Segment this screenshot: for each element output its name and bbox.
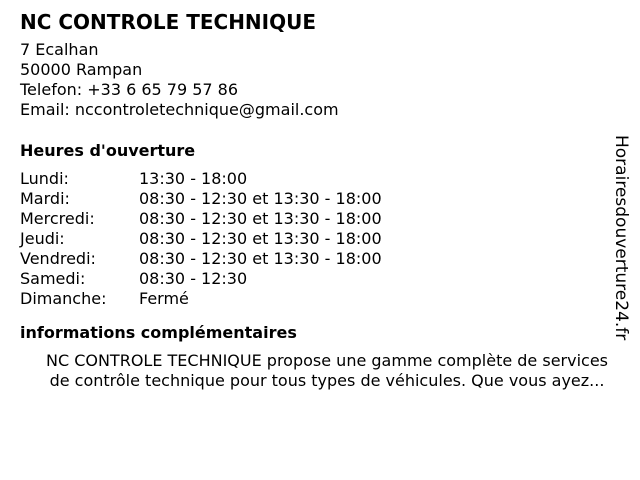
info-line-1: NC CONTROLE TECHNIQUE propose une gamme complète de services xyxy=(45,351,609,370)
hours-row-jeudi xyxy=(20,229,620,249)
hours-row-mercredi xyxy=(20,209,620,229)
hours-day: Mercredi: xyxy=(20,209,95,228)
hours-time: 08:30 - 12:30 xyxy=(139,269,248,288)
hours-time: Fermé xyxy=(139,289,189,308)
address-city: 50000 Rampan xyxy=(20,60,143,79)
info-description xyxy=(20,351,634,391)
hours-row-vendredi xyxy=(20,249,620,269)
hours-day: Dimanche: xyxy=(20,289,107,308)
hours-day: Lundi: xyxy=(20,169,69,188)
hours-day: Samedi: xyxy=(20,269,86,288)
hours-time: 08:30 - 12:30 et 13:30 - 18:00 xyxy=(139,249,382,268)
info-line-2: de contrôle technique pour tous types de véhicules. Que vous ayez... xyxy=(49,371,605,390)
hours-heading: Heures d'ouverture xyxy=(20,141,196,160)
info-heading: informations complémentaires xyxy=(20,323,297,342)
hours-day: Vendredi: xyxy=(20,249,96,268)
phone-line: Telefon: +33 6 65 79 57 86 xyxy=(20,80,239,99)
hours-time: 08:30 - 12:30 et 13:30 - 18:00 xyxy=(139,189,382,208)
business-card xyxy=(20,10,620,391)
business-name: NC CONTROLE TECHNIQUE xyxy=(20,10,317,34)
hours-day: Jeudi: xyxy=(20,229,65,248)
hours-time: 08:30 - 12:30 et 13:30 - 18:00 xyxy=(139,229,382,248)
hours-row-samedi xyxy=(20,269,620,289)
address-block xyxy=(20,40,620,120)
hours-row-dimanche xyxy=(20,289,620,309)
hours-table xyxy=(20,169,620,309)
hours-row-lundi xyxy=(20,169,620,189)
site-watermark: Horairesdouverture24.fr xyxy=(611,135,631,341)
hours-row-mardi xyxy=(20,189,620,209)
address-street: 7 Ecalhan xyxy=(20,40,99,59)
hours-time: 13:30 - 18:00 xyxy=(139,169,248,188)
hours-day: Mardi: xyxy=(20,189,70,208)
hours-time: 08:30 - 12:30 et 13:30 - 18:00 xyxy=(139,209,382,228)
email-line: Email: nccontroletechnique@gmail.com xyxy=(20,100,339,119)
